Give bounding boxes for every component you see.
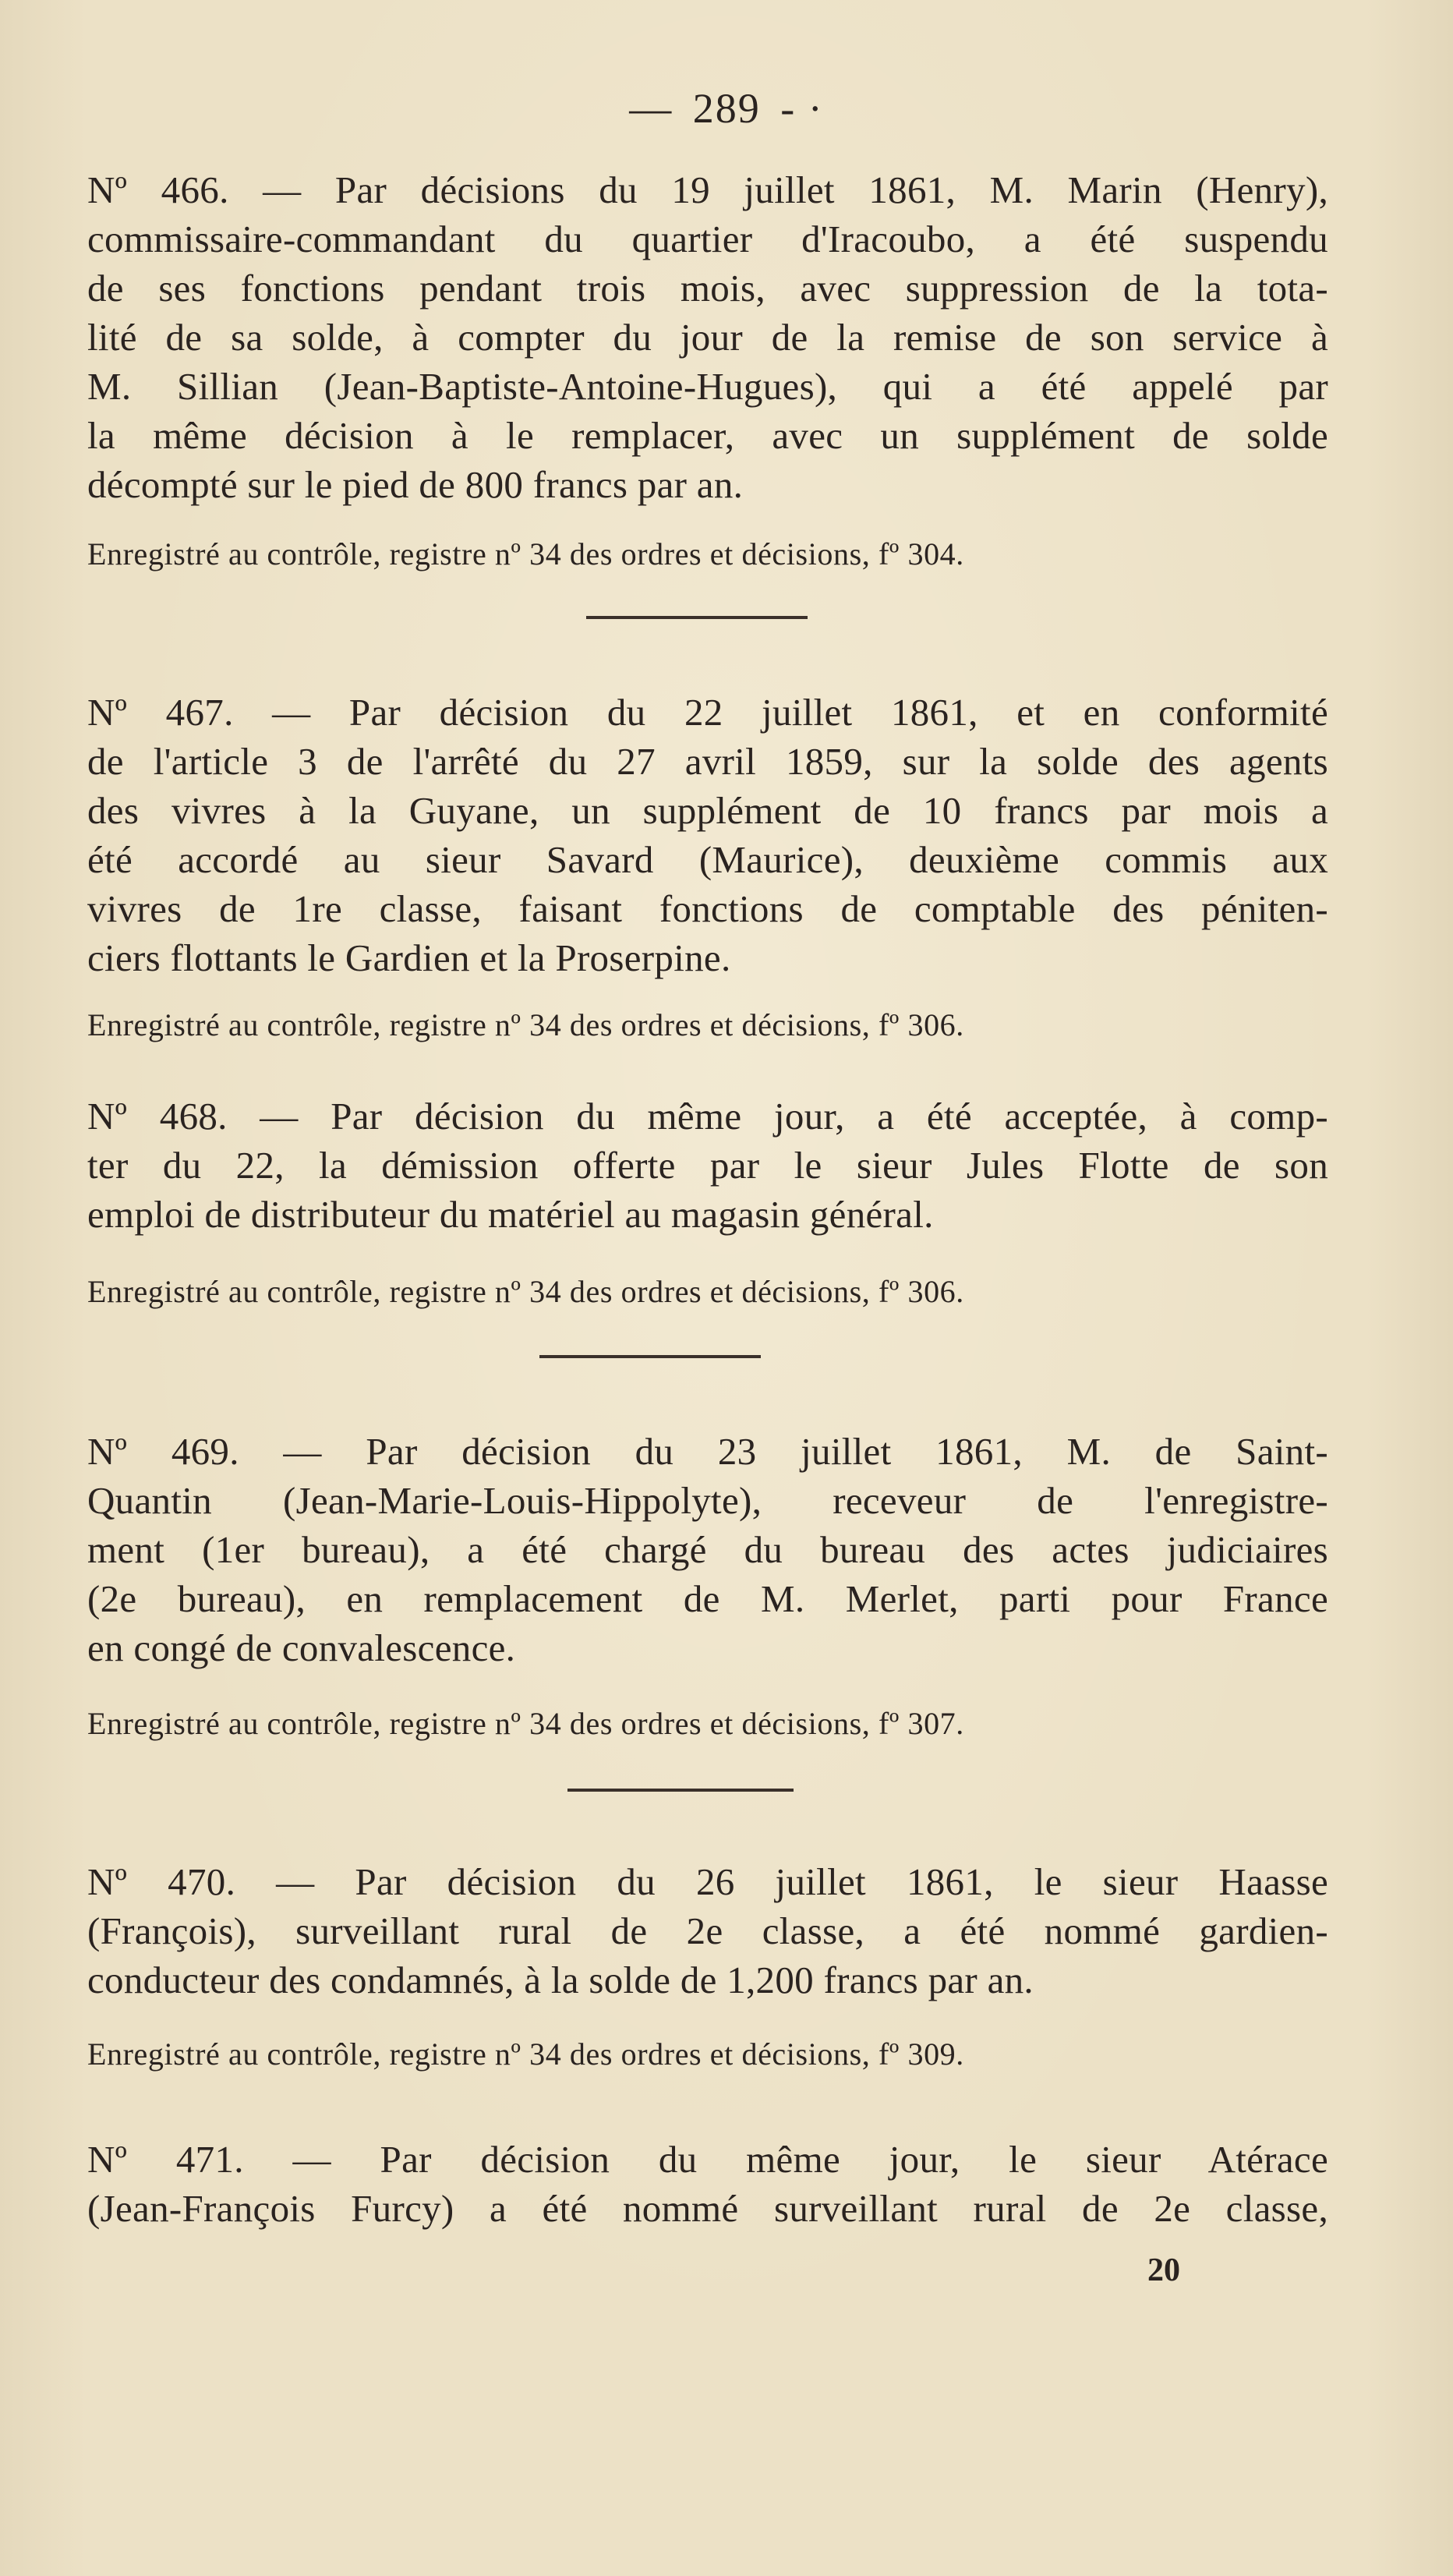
entry-line: de ses fonctions pendant trois mois, avec suppression de la tota- xyxy=(87,267,1328,310)
entry-line: Nº 467. — Par décision du 22 juillet 1861, et en conformité xyxy=(87,691,1328,734)
entry-471 xyxy=(87,2135,1328,2233)
registration-note-467: Enregistré au contrôle, registre nº 34 des ordres et décisions, fº 306. xyxy=(87,1007,964,1042)
section-divider xyxy=(567,1789,794,1792)
entry-line: ter du 22, la démission offerte par le sieur Jules Flotte de son xyxy=(87,1144,1328,1187)
section-divider xyxy=(586,616,808,619)
registration-note-470: Enregistré au contrôle, registre nº 34 des ordres et décisions, fº 309. xyxy=(87,2036,964,2072)
entry-468 xyxy=(87,1092,1328,1239)
header-dash-right: - · xyxy=(780,85,824,132)
registration-note-468: Enregistré au contrôle, registre nº 34 des ordres et décisions, fº 306. xyxy=(87,1274,964,1309)
registration-note-469: Enregistré au contrôle, registre nº 34 des ordres et décisions, fº 307. xyxy=(87,1706,964,1741)
entry-line: ciers flottants le Gardien et la Proserpine. xyxy=(87,936,731,979)
entry-line: (Jean-François Furcy) a été nommé surveillant rural de 2e classe, xyxy=(87,2187,1328,2230)
entry-line: décompté sur le pied de 800 francs par an. xyxy=(87,463,744,506)
entry-line: M. Sillian (Jean-Baptiste-Antoine-Hugues), qui a été appelé par xyxy=(87,365,1328,408)
registration-note-466: Enregistré au contrôle, registre nº 34 des ordres et décisions, fº 304. xyxy=(87,536,964,571)
page-header xyxy=(0,84,1453,133)
entry-line: commissaire-commandant du quartier d'Iracoubo, a été suspendu xyxy=(87,218,1328,260)
entry-line: Nº 468. — Par décision du même jour, a été acceptée, à comp- xyxy=(87,1095,1328,1138)
entry-line: Nº 466. — Par décisions du 19 juillet 1861, M. Marin (Henry), xyxy=(87,168,1328,211)
entry-469 xyxy=(87,1427,1328,1672)
entry-line: été accordé au sieur Savard (Maurice), deuxième commis aux xyxy=(87,838,1328,881)
signature-mark: 20 xyxy=(1147,2252,1180,2288)
entry-line: emploi de distributeur du matériel au magasin général. xyxy=(87,1193,934,1236)
entry-line: vivres de 1re classe, faisant fonctions de comptable des péniten- xyxy=(87,887,1328,930)
entry-line: (2e bureau), en remplacement de M. Merlet, parti pour France xyxy=(87,1577,1328,1620)
entry-line: lité de sa solde, à compter du jour de la remise de son service à xyxy=(87,316,1328,359)
header-dash-left: — xyxy=(629,85,673,132)
page-number: 289 xyxy=(692,85,761,132)
entry-line: conducteur des condamnés, à la solde de 1,200 francs par an. xyxy=(87,1959,1034,2001)
entry-470 xyxy=(87,1857,1328,2005)
entry-line: la même décision à le remplacer, avec un supplément de solde xyxy=(87,414,1328,457)
entry-line: des vivres à la Guyane, un supplément de 10 francs par mois a xyxy=(87,789,1328,832)
entry-467 xyxy=(87,688,1328,982)
entry-line: Nº 469. — Par décision du 23 juillet 1861, M. de Saint- xyxy=(87,1430,1328,1473)
entry-line: de l'article 3 de l'arrêté du 27 avril 1859, sur la solde des agents xyxy=(87,740,1328,783)
entry-line: (François), surveillant rural de 2e classe, a été nommé gardien- xyxy=(87,1909,1328,1952)
section-divider xyxy=(539,1355,761,1358)
entry-line: ment (1er bureau), a été chargé du bureau des actes judiciaires xyxy=(87,1528,1328,1571)
entry-line: Nº 470. — Par décision du 26 juillet 1861, le sieur Haasse xyxy=(87,1860,1328,1903)
entry-line: en congé de convalescence. xyxy=(87,1626,516,1669)
entry-466 xyxy=(87,165,1328,509)
entry-line: Nº 471. — Par décision du même jour, le sieur Atérace xyxy=(87,2138,1328,2181)
entry-line: Quantin (Jean-Marie-Louis-Hippolyte), receveur de l'enregistre- xyxy=(87,1479,1328,1522)
